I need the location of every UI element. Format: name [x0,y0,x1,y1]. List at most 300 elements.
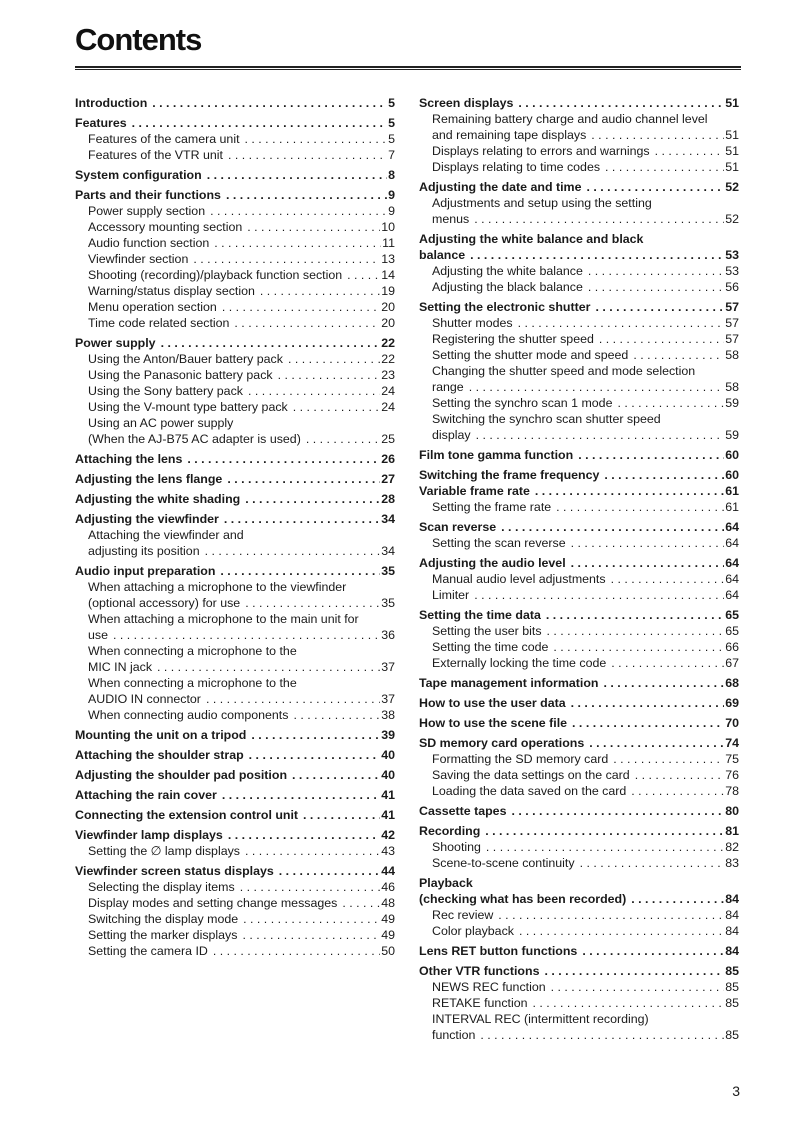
toc-heading-entry[interactable] [75,471,395,487]
toc-entry-line: Changing the shutter speed and mode selection [432,364,696,378]
entry-title: Introduction [75,96,148,110]
dot-leader [245,595,380,611]
entry-page-number: 82 [725,840,739,854]
dot-leader [132,115,387,131]
toc-subentry[interactable] [75,235,395,251]
toc-heading-entry[interactable] [419,963,739,979]
entry-page-number: 51 [725,160,739,174]
entry-title: Registering the shutter speed [432,332,594,346]
toc-heading-entry[interactable] [75,511,395,527]
toc-heading-entry[interactable] [419,519,739,535]
entry-page-number: 65 [725,624,739,638]
entry-page-number: 24 [381,384,395,398]
toc-heading-entry[interactable] [75,747,395,763]
dot-leader [222,787,380,803]
entry-title: Setting the scan reverse [432,536,566,550]
entry-title: Setting the user bits [432,624,542,638]
toc-subentry[interactable] [419,783,739,799]
entry-title: Viewfinder lamp displays [75,828,223,842]
toc-subentry[interactable] [419,331,739,347]
toc-subentry[interactable] [75,251,395,267]
dot-leader [279,863,380,879]
dot-leader [242,927,380,943]
entry-page-number: 5 [388,132,395,146]
toc-heading-entry[interactable] [419,483,739,499]
entry-page-number: 11 [382,236,395,250]
entry-title: Features of the VTR unit [88,148,223,162]
dot-leader [243,911,380,927]
entry-title: Attaching the shoulder strap [75,748,244,762]
toc-entry-line: Adjustments and setup using the setting [432,196,652,210]
dot-leader [603,675,724,691]
toc-heading-entry[interactable] [75,187,395,203]
entry-title: Displays relating to errors and warnings [432,144,650,158]
entry-page-number: 40 [381,748,395,762]
entry-page-number: 61 [725,484,739,498]
entry-title: Shooting [432,840,481,854]
toc-subentry[interactable] [75,927,395,943]
entry-title: MIC IN jack [88,660,153,674]
toc-column-left [75,95,395,959]
toc-subentry[interactable] [75,595,395,611]
dot-leader [205,543,381,559]
dot-leader [347,267,380,283]
entry-title: Tape management information [419,676,599,690]
toc-subentry[interactable] [419,751,739,767]
entry-title: Adjusting the white balance [432,264,583,278]
entry-page-number: 14 [381,268,395,282]
entry-title: Lens RET button functions [419,944,578,958]
dot-leader [227,471,380,487]
entry-page-number: 8 [388,168,395,182]
toc-subentry[interactable] [419,279,739,295]
toc-heading-entry[interactable] [75,451,395,467]
entry-title: Accessory mounting section [88,220,243,234]
entry-title: Screen displays [419,96,514,110]
toc-subentry[interactable] [419,1027,739,1043]
toc-heading-entry[interactable] [75,95,395,111]
entry-title: range [432,380,464,394]
dot-leader [228,827,380,843]
entry-page-number: 44 [381,864,395,878]
entry-page-number: 56 [725,280,739,294]
dot-leader [224,511,380,527]
dot-leader [599,331,724,347]
entry-title: Audio function section [88,236,210,250]
entry-title: Adjusting the shoulder pad position [75,768,288,782]
toc-heading-entry[interactable] [419,695,739,711]
entry-page-number: 38 [381,708,395,722]
toc-entry-line: Attaching the viewfinder and [88,528,244,542]
dot-leader [511,803,724,819]
toc-heading-entry[interactable] [75,727,395,743]
toc-subentry[interactable] [419,839,739,855]
entry-page-number: 49 [381,912,395,926]
dot-leader [210,203,387,219]
toc-subentry[interactable] [75,267,395,283]
toc-subentry[interactable] [419,907,739,923]
entry-page-number: 64 [725,556,739,570]
entry-title: Displays relating to time codes [432,160,601,174]
dot-leader [486,839,724,855]
dot-leader [187,451,380,467]
entry-page-number: 24 [381,400,395,414]
entry-title: Scan reverse [419,520,497,534]
entry-page-number: 74 [725,736,739,750]
toc-subentry[interactable] [75,219,395,235]
entry-title: use [88,628,108,642]
entry-title: Limiter [432,588,470,602]
entry-title: Using the Sony battery pack [88,384,243,398]
toc-subentry[interactable] [419,639,739,655]
entry-page-number: 9 [388,188,395,202]
entry-title: menus [432,212,470,226]
entry-page-number: 85 [725,964,739,978]
entry-title: Cassette tapes [419,804,507,818]
entry-page-number: 85 [725,980,739,994]
entry-page-number: 35 [381,596,395,610]
entry-title: Power supply section [88,204,206,218]
toc-subentry[interactable] [419,127,739,143]
dot-leader [213,943,380,959]
dot-leader [278,367,381,383]
dot-leader [631,891,724,907]
entry-page-number: 28 [381,492,395,506]
toc-subentry[interactable] [75,911,395,927]
entry-title: Warning/status display section [88,284,255,298]
entry-page-number: 51 [725,96,739,110]
entry-page-number: 52 [725,212,739,226]
dot-leader [245,843,380,859]
toc-heading-entry[interactable] [419,803,739,819]
dot-leader [228,147,387,163]
entry-title: Externally locking the time code [432,656,607,670]
dot-leader [588,279,724,295]
dot-leader [207,167,387,183]
toc-heading-entry[interactable] [419,823,739,839]
entry-page-number: 43 [381,844,395,858]
entry-title: Viewfinder section [88,252,189,266]
dot-leader [240,879,381,895]
dot-leader [553,639,724,655]
toc-heading-entry[interactable] [419,179,739,195]
dot-leader [249,747,381,763]
entry-page-number: 34 [381,544,395,558]
entry-page-number: 85 [725,996,739,1010]
toc-subentry[interactable] [419,263,739,279]
entry-page-number: 59 [725,428,739,442]
entry-title: RETAKE function [432,996,528,1010]
entry-title: Attaching the lens [75,452,183,466]
toc-subentry[interactable] [75,659,395,675]
entry-page-number: 64 [725,536,739,550]
dot-leader [535,483,724,499]
entry-title: and remaining tape displays [432,128,587,142]
dot-leader [342,895,380,911]
toc-subentry[interactable] [75,299,395,315]
toc-heading-entry[interactable] [419,943,739,959]
toc-heading-entry[interactable] [419,735,739,751]
entry-page-number: 20 [381,316,395,330]
entry-title: Adjusting the white shading [75,492,241,506]
toc-heading-entry[interactable] [419,555,739,571]
dot-leader [533,995,725,1011]
toc-heading-entry[interactable] [419,715,739,731]
entry-title: balance [419,248,466,262]
toc-subentry[interactable] [75,627,395,643]
entry-page-number: 75 [725,752,739,766]
entry-title: Adjusting the lens flange [75,472,223,486]
entry-title: Film tone gamma function [419,448,574,462]
toc-heading-entry[interactable] [419,447,739,463]
entry-page-number: 85 [725,1028,739,1042]
toc-heading-entry[interactable] [75,787,395,803]
entry-title: (checking what has been recorded) [419,892,627,906]
entry-page-number: 60 [725,468,739,482]
entry-title: Color playback [432,924,514,938]
toc-subentry[interactable] [75,399,395,415]
toc-subentry[interactable] [75,879,395,895]
toc-heading-entry[interactable] [75,335,395,351]
entry-page-number: 37 [381,692,395,706]
entry-page-number: 50 [381,944,395,958]
toc-subentry[interactable] [75,691,395,707]
dot-leader [595,299,724,315]
entry-page-number: 48 [381,896,395,910]
entry-page-number: 81 [725,824,739,838]
toc-heading-entry[interactable] [75,167,395,183]
toc-subentry[interactable] [75,843,395,859]
toc-subentry[interactable] [419,143,739,159]
toc-subentry[interactable] [419,535,739,551]
toc-heading-entry[interactable] [419,299,739,315]
entry-page-number: 64 [725,588,739,602]
toc-subentry[interactable] [419,211,739,227]
entry-title: Setting the frame rate [432,500,552,514]
dot-leader [226,187,387,203]
entry-page-number: 57 [725,332,739,346]
toc-subentry[interactable] [75,367,395,383]
toc-subentry[interactable] [419,315,739,331]
entry-title: Using the V-mount type battery pack [88,400,288,414]
entry-title: (When the AJ-B75 AC adapter is used) [88,432,301,446]
toc-heading-entry[interactable] [75,767,395,783]
entry-page-number: 25 [381,432,395,446]
entry-title: function [432,1028,476,1042]
toc-subentry[interactable] [419,623,739,639]
toc-subentry[interactable] [75,203,395,219]
toc-heading-entry[interactable] [75,807,395,823]
dot-leader [214,235,381,251]
entry-title: Switching the display mode [88,912,239,926]
dot-leader [247,219,380,235]
dot-leader [474,211,724,227]
entry-page-number: 76 [725,768,739,782]
toc-subentry[interactable] [75,431,395,447]
toc-heading-entry[interactable] [75,863,395,879]
entry-page-number: 84 [725,908,739,922]
entry-page-number: 20 [381,300,395,314]
dot-leader [571,535,725,551]
entry-title: Adjusting the audio level [419,556,566,570]
entry-title: Shutter modes [432,316,513,330]
dot-leader [288,351,380,367]
entry-title: Parts and their functions [75,188,221,202]
entry-page-number: 83 [725,856,739,870]
entry-title: When connecting audio components [88,708,289,722]
entry-page-number: 5 [388,96,395,110]
entry-page-number: 41 [381,788,395,802]
entry-title: Shooting (recording)/playback function section [88,268,343,282]
toc-subentry[interactable] [419,995,739,1011]
entry-title: Time code related section [88,316,230,330]
entry-page-number: 27 [381,472,395,486]
toc-subentry[interactable] [419,159,739,175]
entry-title: Switching the frame frequency [419,468,600,482]
entry-title: Features [75,116,127,130]
entry-page-number: 10 [381,220,395,234]
toc-column-right [419,95,739,1043]
toc-subentry[interactable] [75,131,395,147]
entry-page-number: 5 [388,116,395,130]
toc-subentry[interactable] [419,855,739,871]
entry-page-number: 39 [381,728,395,742]
dot-leader [544,963,724,979]
toc-subentry[interactable] [75,543,395,559]
toc-subentry[interactable] [75,147,395,163]
dot-leader [580,855,725,871]
dot-leader [206,691,380,707]
dot-leader [572,715,724,731]
dot-leader [152,95,387,111]
toc-subentry[interactable] [419,571,739,587]
toc-entry-line: Using an AC power supply [88,416,234,430]
entry-page-number: 58 [725,380,739,394]
entry-title: Connecting the extension control unit [75,808,299,822]
toc-subentry[interactable] [419,379,739,395]
entry-page-number: 58 [725,348,739,362]
dot-leader [470,247,724,263]
toc-subentry[interactable] [75,383,395,399]
entry-page-number: 64 [725,520,739,534]
dot-leader [589,735,724,751]
toc-subentry[interactable] [75,283,395,299]
dot-leader [113,627,380,643]
entry-title: Using the Panasonic battery pack [88,368,273,382]
entry-page-number: 53 [725,248,739,262]
entry-title: Setting the marker displays [88,928,238,942]
toc-subentry[interactable] [419,767,739,783]
toc-heading-entry[interactable] [419,891,739,907]
entry-title: Adjusting the black balance [432,280,583,294]
dot-leader [631,783,724,799]
entry-title: adjusting its position [88,544,200,558]
entry-page-number: 9 [388,204,395,218]
entry-page-number: 40 [381,768,395,782]
entry-page-number: 78 [725,784,739,798]
dot-leader [571,695,725,711]
dot-leader [474,587,724,603]
entry-page-number: 84 [725,892,739,906]
toc-subentry[interactable] [419,923,739,939]
toc-heading-entry[interactable] [75,563,395,579]
entry-title: SD memory card operations [419,736,585,750]
entry-title: How to use the user data [419,696,566,710]
dot-leader [591,127,724,143]
entry-page-number: 59 [725,396,739,410]
entry-title: Setting the electronic shutter [419,300,591,314]
entry-page-number: 80 [725,804,739,818]
toc-heading-entry[interactable] [419,467,739,483]
toc-heading-entry[interactable] [419,675,739,691]
dot-leader [519,923,724,939]
entry-title: Variable frame rate [419,484,530,498]
toc-subentry[interactable] [75,707,395,723]
dot-leader [306,431,380,447]
toc-subentry[interactable] [75,943,395,959]
dot-leader [556,499,724,515]
toc-subentry[interactable] [419,979,739,995]
toc-entry-line: Playback [419,876,473,890]
entry-title: Adjusting the viewfinder [75,512,219,526]
toc-entry-line: When connecting a microphone to the [88,644,297,658]
entry-title: Saving the data settings on the card [432,768,630,782]
toc-entry-line: INTERVAL REC (intermittent recording) [432,1012,649,1026]
toc-heading-entry[interactable] [75,115,395,131]
toc-subentry[interactable] [419,395,739,411]
entry-title: Adjusting the date and time [419,180,582,194]
toc-subentry[interactable] [419,587,739,603]
entry-title: Attaching the rain cover [75,788,217,802]
entry-page-number: 36 [381,628,395,642]
entry-title: Using the Anton/Bauer battery pack [88,352,283,366]
toc-heading-entry[interactable] [419,247,739,263]
entry-page-number: 60 [725,448,739,462]
dot-leader [633,347,724,363]
entry-title: System configuration [75,168,202,182]
toc-entry-line: Remaining battery charge and audio channel level [432,112,708,126]
dot-leader [248,383,380,399]
toc-heading-entry[interactable] [419,95,739,111]
entry-page-number: 51 [725,128,739,142]
toc-subentry[interactable] [75,895,395,911]
dot-leader [551,979,725,995]
dot-leader [613,751,724,767]
toc-subentry[interactable] [419,655,739,671]
entry-title: display [432,428,471,442]
dot-leader [582,943,724,959]
toc-heading-entry[interactable] [75,491,395,507]
entry-title: Scene-to-scene continuity [432,856,575,870]
toc-subentry[interactable] [419,427,739,443]
toc-subentry[interactable] [419,347,739,363]
entry-title: Setting the ∅ lamp displays [88,844,240,858]
toc-subentry[interactable] [75,351,395,367]
toc-subentry[interactable] [75,315,395,331]
toc-heading-entry[interactable] [75,827,395,843]
entry-title: AUDIO IN connector [88,692,201,706]
entry-title: Rec review [432,908,494,922]
entry-title: Setting the time code [432,640,549,654]
entry-title: Other VTR functions [419,964,540,978]
toc-heading-entry[interactable] [419,607,739,623]
entry-title: How to use the scene file [419,716,568,730]
toc-entry-line: When attaching a microphone to the main unit for [88,612,359,626]
dot-leader [501,519,724,535]
entry-page-number: 41 [381,808,395,822]
toc-subentry[interactable] [419,499,739,515]
entry-page-number: 66 [725,640,739,654]
